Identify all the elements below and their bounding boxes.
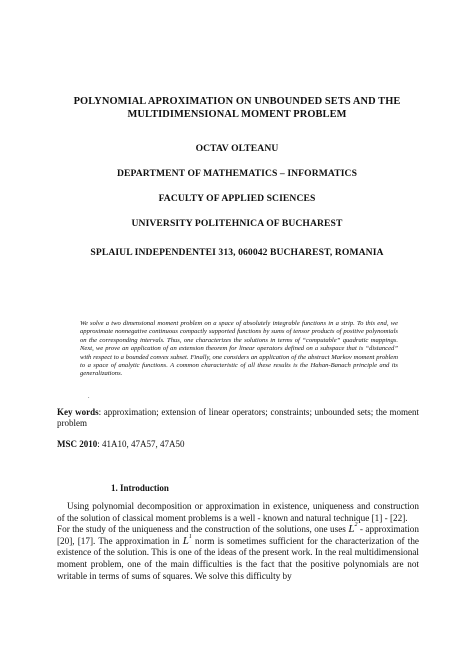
title-line-2: MULTIDIMENSIONAL MOMENT PROBLEM <box>127 109 347 120</box>
paragraph-2-part-b: - approximation [20], [17]. The approximation in <box>57 524 419 546</box>
department: DEPARTMENT OF MATHEMATICS – INFORMATICS <box>116 168 358 179</box>
abstract-trailing-mark: . <box>88 394 90 400</box>
abstract: We solve a two dimensional moment problem on a space of absolutely integrable functions in a strip. To this end, we approximate nonnegative continuous compactly supported functions by sums of tensor products of positive polynomials on the corresponding intervals. Thus, one characterizes the solutions in terms of “computable” quadratic mappings. Next, we prove an application of an extension theorem for linear operators defined on a subspace that is “distanced” with respect to a bounded convex subset. Finally, one considers an application of the abstract Markov moment problem to a space of analytic functions. A common characteristic of all these results is the Hahan-Banach principle and its generalizations. <box>80 320 398 378</box>
msc-classification <box>57 439 185 449</box>
msc-text: : 41A10, 47A57, 47A50 <box>97 439 185 449</box>
l1-letter: L <box>182 534 189 547</box>
paragraph-2-part-c: norm is sometimes sufficient for the characterization of the existence of the solution. This is one of the ideas of the present work. In the real multidimensional moment problem, one of the main difficulties is the fact that the positive polynomials are not writable in terms of sums of squares. We solve this difficulty by <box>57 535 419 581</box>
l1-exponent: 1 <box>188 533 192 540</box>
address: SPLAIUL INDEPENDENTEI 313, 060042 BUCHAREST, ROMANIA <box>90 247 384 258</box>
body-text <box>57 501 419 582</box>
faculty: FACULTY OF APPLIED SCIENCES <box>158 193 316 204</box>
university: UNIVERSITY POLITEHNICA OF BUCHAREST <box>131 218 343 229</box>
paper-title <box>50 95 424 121</box>
l1-symbol <box>183 535 192 547</box>
keywords-label: Key words <box>57 407 99 417</box>
keywords-text: : approximation; extension of linear operators; constraints; unbounded sets; the moment problem <box>57 407 419 429</box>
msc-label: MSC 2010 <box>57 439 98 449</box>
author-name: OCTAV OLTEANU <box>195 143 279 154</box>
l2-letter: L <box>348 523 355 536</box>
paragraph-1: Using polynomial decomposition or approximation in existence, uniqueness and construction of the solution of classical moment problems is a well - known and natural technique [1] - [22]. <box>57 501 419 523</box>
paragraph-2-part-a: For the study of the uniqueness and the construction of the solutions, one uses <box>57 524 349 535</box>
title-line-1: POLYNOMIAL APROXIMATION ON UNBOUNDED SETS AND THE <box>73 96 401 107</box>
paragraph-2 <box>57 524 419 582</box>
section-heading: 1. Introduction <box>111 483 169 493</box>
l2-exponent: 2 <box>354 522 358 529</box>
keywords <box>57 407 419 429</box>
